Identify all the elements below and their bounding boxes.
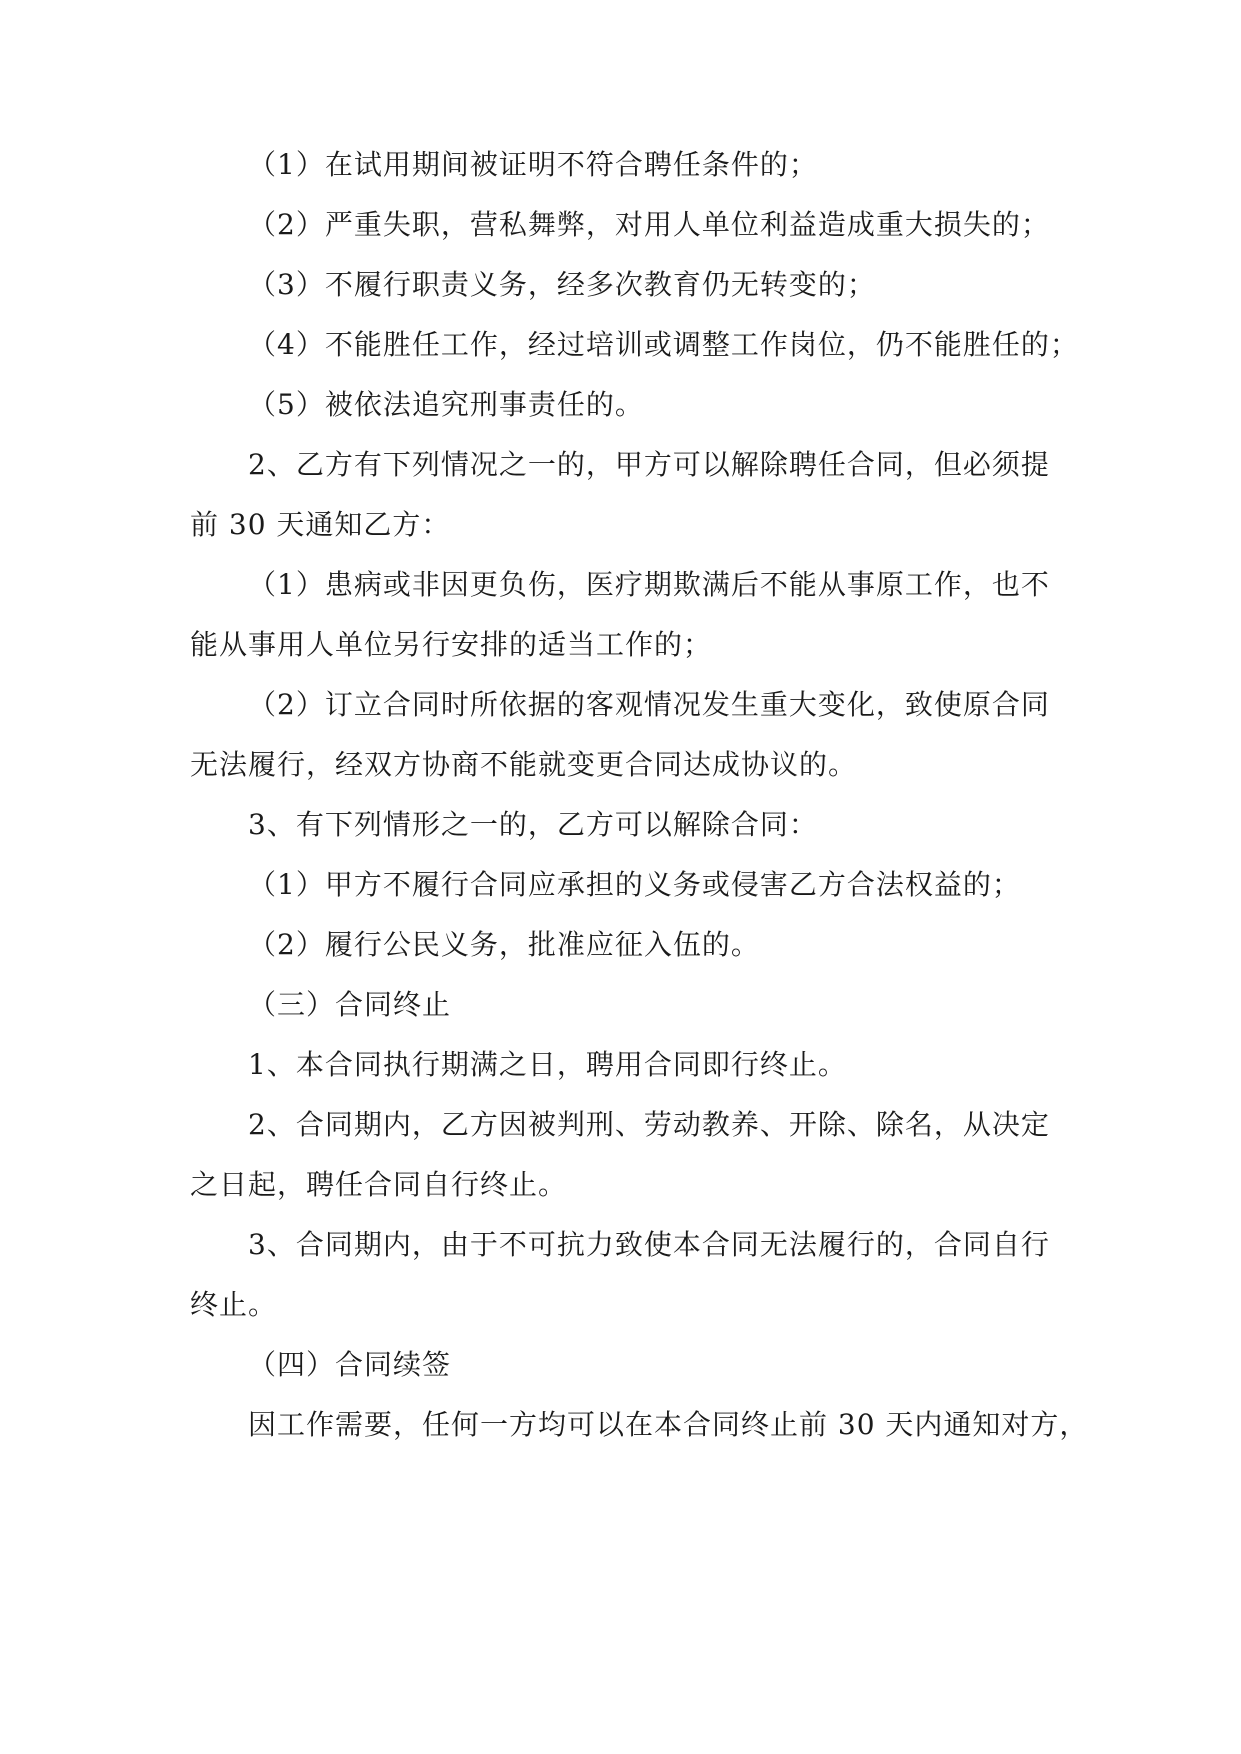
section-2-item-1: （1）患病或非因更负伤，医疗期欺满后不能从事原工作，也不 [248, 568, 1050, 601]
section-2-heading-cont: 前 30 天通知乙方： [190, 508, 451, 541]
clause-item-1: （1）在试用期间被证明不符合聘任条件的； [248, 148, 818, 181]
clause-item-4: （4）不能胜任工作，经过培训或调整工作岗位，仍不能胜任的； [248, 328, 1079, 361]
clause-item-5: （5）被依法追究刑事责任的。 [248, 388, 644, 421]
termination-item-3: 3、合同期内，由于不可抗力致使本合同无法履行的，合同自行 [248, 1228, 1050, 1261]
termination-item-2: 2、合同期内，乙方因被判刑、劳动教养、开除、除名，从决定 [248, 1108, 1050, 1141]
section-2-item-2: （2）订立合同时所依据的客观情况发生重大变化，致使原合同 [248, 688, 1050, 721]
renewal-heading: （四）合同续签 [248, 1348, 452, 1381]
termination-item-2-cont: 之日起，聘任合同自行终止。 [190, 1168, 568, 1201]
section-2-item-2-cont: 无法履行，经双方协商不能就变更合同达成协议的。 [190, 748, 858, 781]
termination-heading: （三）合同终止 [248, 988, 452, 1021]
section-2-item-1-cont: 能从事用人单位另行安排的适当工作的； [190, 628, 713, 661]
clause-item-2: （2）严重失职，营私舞弊，对用人单位利益造成重大损失的； [248, 208, 1050, 241]
section-3-item-1: （1）甲方不履行合同应承担的义务或侵害乙方合法权益的； [248, 868, 1021, 901]
clause-item-3: （3）不履行职责义务，经多次教育仍无转变的； [248, 268, 876, 301]
termination-item-3-cont: 终止。 [190, 1288, 278, 1321]
termination-item-1: 1、本合同执行期满之日，聘用合同即行终止。 [248, 1048, 847, 1081]
section-3-item-2: （2）履行公民义务，批准应征入伍的。 [248, 928, 760, 961]
section-2-heading: 2、乙方有下列情况之一的，甲方可以解除聘任合同，但必须提 [248, 448, 1050, 481]
renewal-paragraph: 因工作需要，任何一方均可以在本合同终止前 30 天内通知对方， [248, 1408, 1089, 1441]
section-3-heading: 3、有下列情形之一的，乙方可以解除合同： [248, 808, 818, 841]
